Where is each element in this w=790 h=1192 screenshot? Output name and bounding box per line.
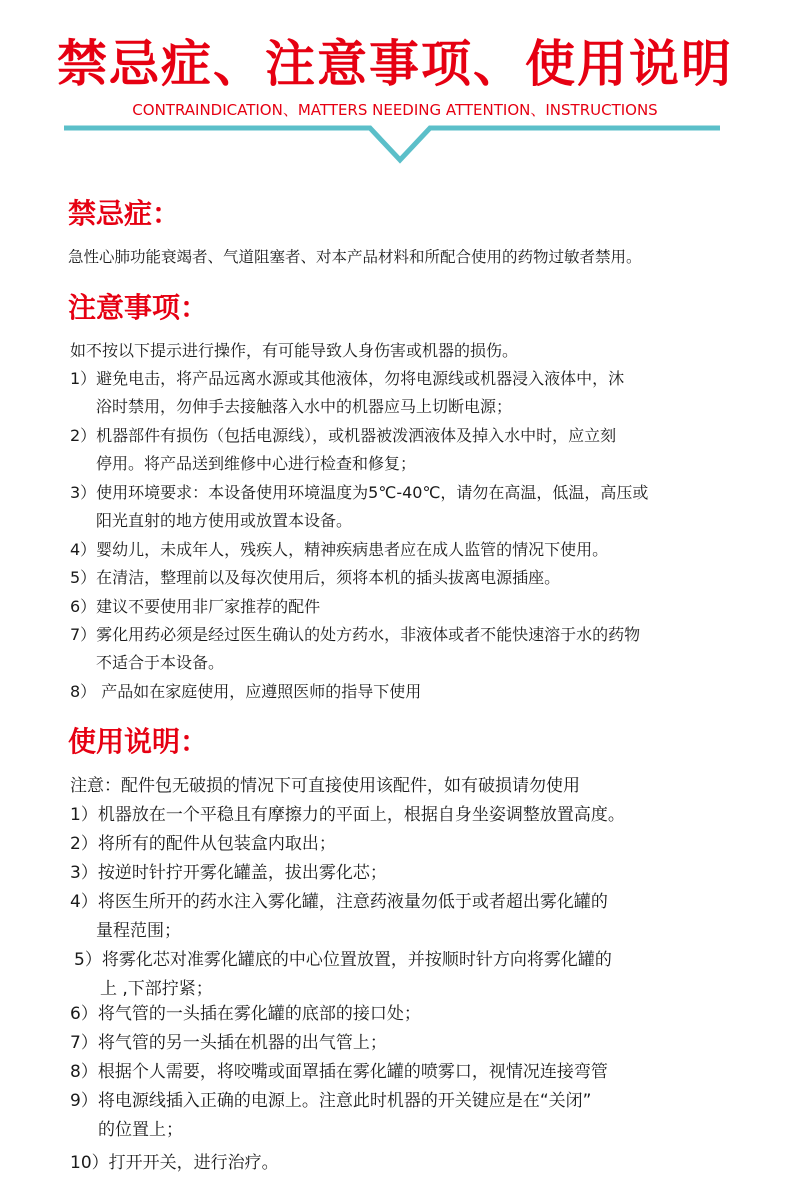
attention-item-cont: 不适合于本设备。 [96, 653, 225, 672]
attention-item: 6）建议不要使用非厂家推荐的配件 [70, 597, 321, 616]
instruction-step: 5）将雾化芯对准雾化罐底的中心位置放置，并按顺时针方向将雾化罐的 [74, 950, 612, 970]
page-title: 禁忌症、注意事项、使用说明 [57, 35, 733, 93]
attention-item-cont: 浴时禁用，勿伸手去接触落入水中的机器应马上切断电源； [96, 397, 513, 416]
instruction-step-cont: 的位置上； [98, 1120, 183, 1140]
attention-intro: 如不按以下提示进行操作，有可能导致人身伤害或机器的损伤。 [70, 341, 519, 360]
instruction-step: 7）将气管的另一头插在机器的出气管上； [70, 1033, 387, 1053]
instructions-heading: 使用说明： [68, 725, 209, 758]
attention-item-cont: 停用。将产品送到维修中心进行检查和修复； [96, 454, 417, 473]
instruction-step: 9）将电源线插入正确的电源上。注意此时机器的开关键应是在“关闭” [70, 1091, 592, 1111]
instruction-step: 10）打开开关，进行治疗。 [70, 1153, 279, 1173]
instruction-step-cont: 上 ,下部拧紧； [100, 979, 213, 999]
attention-heading: 注意事项： [68, 291, 209, 324]
instructions-intro: 注意：配件包无破损的情况下可直接使用该配件，如有破损请勿使用 [70, 776, 580, 796]
instruction-step: 4）将医生所开的药水注入雾化罐，注意药液量勿低于或者超出雾化罐的 [70, 892, 608, 912]
attention-item-cont: 阳光直射的地方使用或放置本设备。 [96, 511, 353, 530]
attention-item: 4）婴幼儿，未成年人，残疾人，精神疾病患者应在成人监管的情况下使用。 [70, 540, 609, 559]
attention-item: 8） 产品如在家庭使用，应遵照医师的指导下使用 [70, 682, 422, 701]
attention-item: 5）在清洁，整理前以及每次使用后，须将本机的插头拔离电源插座。 [70, 568, 561, 587]
page-subtitle: CONTRAINDICATION、MATTERS NEEDING ATTENTION、INSTRUCTIONS [132, 101, 658, 119]
attention-item: 7）雾化用药必须是经过医生确认的处方药水，非液体或者不能快速溶于水的药物 [70, 625, 641, 644]
contraindication-heading: 禁忌症： [68, 197, 181, 230]
instruction-step: 2）将所有的配件从包装盒内取出； [70, 834, 336, 854]
instruction-step-cont: 量程范围； [96, 921, 181, 941]
instruction-step: 6）将气管的一头插在雾化罐的底部的接口处； [70, 1004, 421, 1024]
attention-item: 1）避免电击，将产品远离水源或其他液体，勿将电源线或机器浸入液体中，沐 [70, 369, 625, 388]
title-divider [64, 124, 720, 166]
contraindication-text: 急性心肺功能衰竭者、气道阻塞者、对本产品材料和所配合使用的药物过敏者禁用。 [68, 248, 642, 266]
attention-item: 2）机器部件有损伤（包括电源线），或机器被泼洒液体及掉入水中时，应立刻 [70, 426, 617, 445]
attention-item: 3）使用环境要求：本设备使用环境温度为5℃-40℃，请勿在高温，低温，高压或 [70, 483, 649, 502]
instruction-step: 8）根据个人需要，将咬嘴或面罩插在雾化罐的喷雾口，视情况连接弯管 [70, 1062, 608, 1082]
instruction-step: 1）机器放在一个平稳且有摩擦力的平面上，根据自身坐姿调整放置高度。 [70, 805, 625, 825]
instruction-step: 3）按逆时针拧开雾化罐盖，拔出雾化芯； [70, 863, 387, 883]
